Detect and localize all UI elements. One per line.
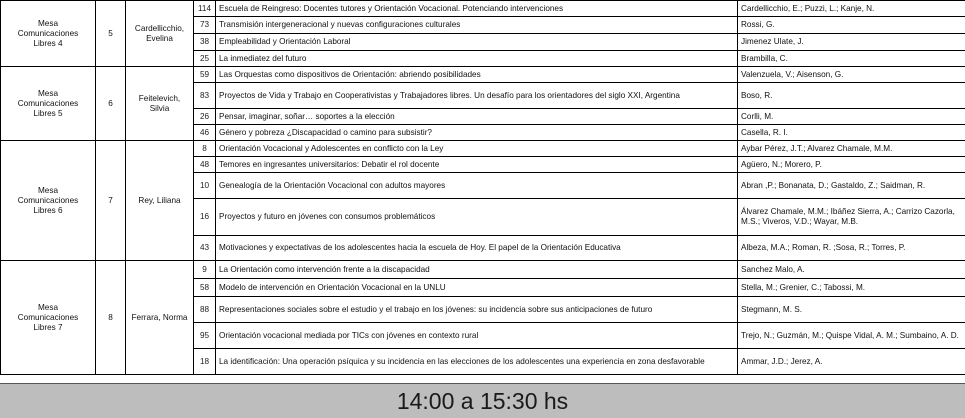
- paper-id: 114: [194, 1, 216, 17]
- mesa-cell: Mesa Comunicaciones Libres 5: [1, 67, 96, 141]
- paper-authors: Boso, R.: [738, 83, 965, 109]
- paper-title: Motivaciones y expectativas de los adolescentes hacia la escuela de Hoy. El papel de la Orientación Educativa: [216, 236, 738, 261]
- paper-title: Modelo de intervención en Orientación Vocacional en la UNLU: [216, 279, 738, 297]
- table-row: [1, 67, 965, 83]
- paper-id: 26: [194, 109, 216, 125]
- paper-authors: Agüero, N.; Morero, P.: [738, 157, 965, 173]
- paper-authors: Stegmann, M. S.: [738, 297, 965, 323]
- paper-id: 73: [194, 17, 216, 34]
- paper-title: Proyectos de Vida y Trabajo en Cooperativistas y Trabajadores libres. Un desafío para los orientadores del siglo XXI, Argentina: [216, 83, 738, 109]
- coordinator-cell: Rey, Liliana: [126, 141, 194, 261]
- paper-id: 48: [194, 157, 216, 173]
- paper-authors: Ammar, J.D.; Jerez, A.: [738, 349, 965, 375]
- paper-title: Las Orquestas como dispositivos de Orientación: abriendo posibilidades: [216, 67, 738, 83]
- paper-authors: Cardellicchio, E.; Puzzi, L.; Kanje, N.: [738, 1, 965, 17]
- paper-id: 16: [194, 199, 216, 236]
- paper-authors: Jimenez Ulate, J.: [738, 34, 965, 51]
- paper-title: Temores en ingresantes universitarios: Debatir el rol docente: [216, 157, 738, 173]
- paper-title: La inmediatez del futuro: [216, 51, 738, 67]
- paper-title: Empleabilidad y Orientación Laboral: [216, 34, 738, 51]
- paper-title: La Orientación como intervención frente a la discapacidad: [216, 261, 738, 279]
- paper-title: Orientación Vocacional y Adolescentes en conflicto con la Ley: [216, 141, 738, 157]
- paper-id: 59: [194, 67, 216, 83]
- paper-authors: Trejo, N.; Guzmán, M.; Quispe Vidal, A. M.; Sumbaino, A. D.: [738, 323, 965, 349]
- paper-authors: Brambilla, C.: [738, 51, 965, 67]
- paper-id: 8: [194, 141, 216, 157]
- mesa-cell: Mesa Comunicaciones Libres 7: [1, 261, 96, 375]
- time-slot-label: 14:00 a 15:30 hs: [397, 388, 568, 415]
- paper-id: 9: [194, 261, 216, 279]
- paper-id: 46: [194, 125, 216, 141]
- paper-authors: Aybar Pérez, J.T.; Alvarez Chamale, M.M.: [738, 141, 965, 157]
- mesa-number: 5: [96, 1, 126, 67]
- paper-authors: Corlli, M.: [738, 109, 965, 125]
- paper-id: 58: [194, 279, 216, 297]
- mesa-number: 7: [96, 141, 126, 261]
- time-slot-banner: [0, 383, 965, 418]
- paper-title: Representaciones sociales sobre el estudio y el trabajo en los jóvenes: su incidencia sobre sus anticipaciones de futuro: [216, 297, 738, 323]
- paper-id: 95: [194, 323, 216, 349]
- mesa-number: 6: [96, 67, 126, 141]
- coordinator-cell: Ferrara, Norma: [126, 261, 194, 375]
- coordinator-cell: Cardellicchio, Evelina: [126, 1, 194, 67]
- paper-title: Género y pobreza ¿Discapacidad o camino para subsistir?: [216, 125, 738, 141]
- mesa-cell: Mesa Comunicaciones Libres 4: [1, 1, 96, 67]
- paper-authors: Álvarez Chamale, M.M.; Ibáñez Sierra, A.; Carrizo Cazorla, M.S.; Viveros, V.D.; Wayar, M.B.: [738, 199, 965, 236]
- paper-authors: Albeza, M.A.; Roman, R. ;Sosa, R.; Torres, P.: [738, 236, 965, 261]
- paper-authors: Valenzuela, V.; Aisenson, G.: [738, 67, 965, 83]
- paper-title: Genealogía de la Orientación Vocacional con adultos mayores: [216, 173, 738, 199]
- table-row: [1, 261, 965, 279]
- paper-id: 43: [194, 236, 216, 261]
- table-row: [1, 141, 965, 157]
- paper-id: 88: [194, 297, 216, 323]
- paper-id: 25: [194, 51, 216, 67]
- mesa-number: 8: [96, 261, 126, 375]
- paper-authors: Abran ,P.; Bonanata, D.; Gastaldo, Z.; Saidman, R.: [738, 173, 965, 199]
- paper-authors: Casella, R. I.: [738, 125, 965, 141]
- paper-title: Pensar, imaginar, soñar… soportes a la elección: [216, 109, 738, 125]
- paper-title: La identificación: Una operación psíquica y su incidencia en las elecciones de los adolescentes una experiencia en zona desfavorable: [216, 349, 738, 375]
- paper-id: 38: [194, 34, 216, 51]
- paper-id: 18: [194, 349, 216, 375]
- table-row: [1, 1, 965, 17]
- paper-title: Transmisión intergeneracional y nuevas configuraciones culturales: [216, 17, 738, 34]
- coordinator-cell: Feitelevich, Silvia: [126, 67, 194, 141]
- paper-title: Orientación vocacional mediada por TICs con jóvenes en contexto rural: [216, 323, 738, 349]
- paper-id: 83: [194, 83, 216, 109]
- paper-authors: Stella, M.; Grenier, C.; Tabossi, M.: [738, 279, 965, 297]
- paper-title: Proyectos y futuro en jóvenes con consumos problemáticos: [216, 199, 738, 236]
- paper-authors: Sanchez Malo, A.: [738, 261, 965, 279]
- mesa-cell: Mesa Comunicaciones Libres 6: [1, 141, 96, 261]
- paper-title: Escuela de Reingreso: Docentes tutores y Orientación Vocacional. Potenciando intervenciones: [216, 1, 738, 17]
- paper-authors: Rossi, G.: [738, 17, 965, 34]
- paper-id: 10: [194, 173, 216, 199]
